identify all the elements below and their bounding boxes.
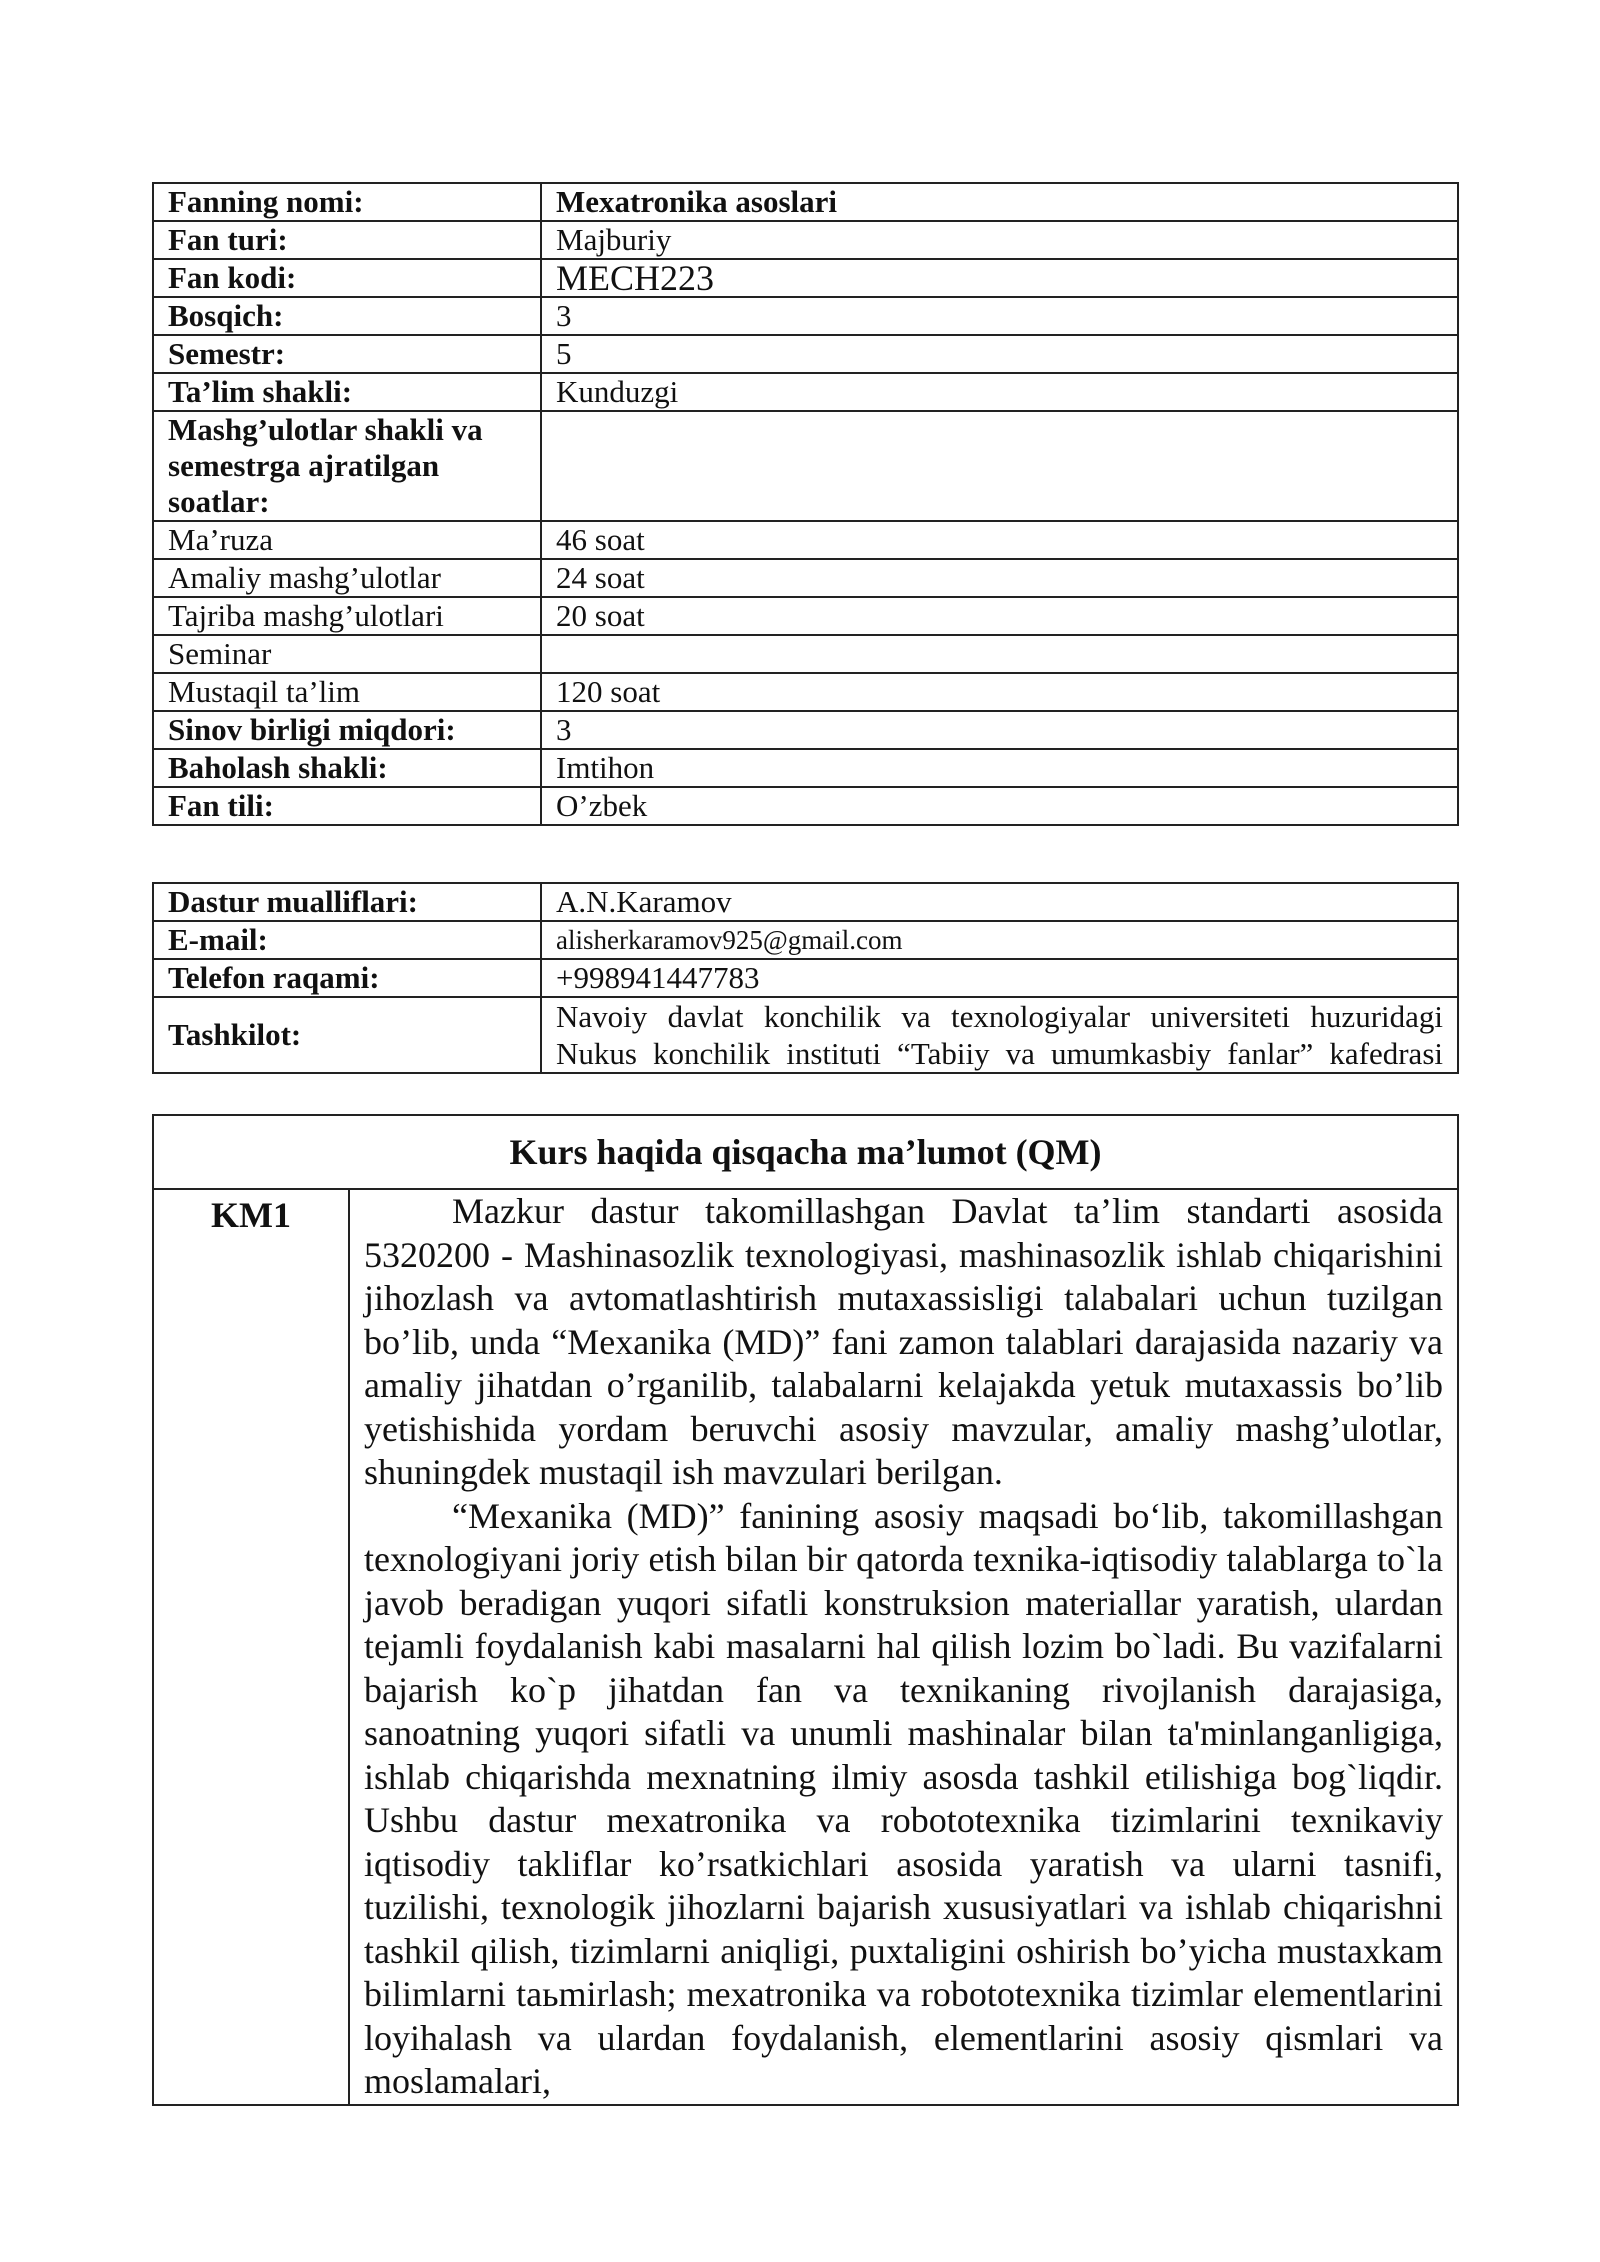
email-value: alisherkaramov925@gmail.com: [541, 921, 1458, 959]
info-row: [153, 297, 1458, 335]
authors-label: Dastur mualliflari:: [153, 883, 541, 921]
course-paragraph-2: “Mexanika (MD)” fanining asosiy maqsadi bo‘lib, takomillashgan texnologiyani joriy etish bilan bir qatorda texnika-iqtisodiy talablarga to`la javob beradigan yuqori sifatli konstruksion materiallar yaratish, ulardan tejamli foydalanish kabi masalarni hal qilish lozim bo`ladi. Bu vazifalarni bajarish ko`p jihatdan fan va texnikaning rivojlanish darajasiga, sanoatning yuqori sifatli va unumli mashinalar bilan ta'minlanganligiga, ishlab chiqarishda mexnatning ilmiy asosda tashkil etilishiga bog`liqdir. Ushbu dastur mexatronika va robototexnika tizimlarini texnikaviy iqtisodiy takliflar ko’rsatkichlari asosida yaratish va ularni tasnifi, tuzilishi, texnologik jihozlarni bajarish xususiyatlari va ishlab chiqarishni tashkil qilish, tizimlarni aniqligi, puxtaligini oshirish bo’yicha mustaxkam bilimlarni taьmirlash; mexatronika va robototexnika tizimlar elementlarini loyihalash va ulardan foydalanish, elementlarini asosiy qismlari va moslamalari,: [364, 1495, 1443, 2101]
info-label: Ta’lim shakli:: [153, 373, 541, 411]
info-value: Kunduzgi: [541, 373, 1458, 411]
course-description-cell: [349, 1189, 1458, 2105]
authors-value: A.N.Karamov: [541, 883, 1458, 921]
course-summary-title: Kurs haqida qisqacha ma’lumot (QM): [153, 1115, 1458, 1189]
info-row: [153, 259, 1458, 297]
info-label: Baholash shakli:: [153, 749, 541, 787]
info-row: [153, 373, 1458, 411]
course-title-row: [153, 1115, 1458, 1189]
organization-row: [153, 997, 1458, 1073]
info-label: Semestr:: [153, 335, 541, 373]
email-label: E-mail:: [153, 921, 541, 959]
info-label: Fanning nomi:: [153, 183, 541, 221]
info-row: [153, 673, 1458, 711]
info-label: Mustaqil ta’lim: [153, 673, 541, 711]
info-value: 20 soat: [541, 597, 1458, 635]
organization-label: Tashkilot:: [153, 997, 541, 1073]
phone-row: [153, 959, 1458, 997]
course-summary-table: [152, 1114, 1459, 2106]
course-info-table: [152, 182, 1459, 826]
course-description: [350, 1190, 1457, 2104]
info-value: Majburiy: [541, 221, 1458, 259]
info-row: [153, 711, 1458, 749]
info-row: [153, 411, 1458, 521]
info-label: Bosqich:: [153, 297, 541, 335]
organization-value: [541, 997, 1458, 1073]
organization-line-1: Navoiy davlat konchilik va texnologiyalar universiteti huzuridagi: [556, 999, 1443, 1034]
info-value: 46 soat: [541, 521, 1458, 559]
info-value: 120 soat: [541, 673, 1458, 711]
course-content-row: [153, 1189, 1458, 2105]
info-value: MECH223: [541, 259, 1458, 297]
info-label: Fan turi:: [153, 221, 541, 259]
course-paragraph-1: Mazkur dastur takomillashgan Davlat ta’lim standarti asosida 5320200 - Mashinasozlik texnologiyasi, mashinasozlik ishlab chiqarishini jihozlash va avtomatlashtirish mutaxassisligi talabalari uchun tuzilgan bo’lib, unda “Mexanika (MD)” fani zamon talablari darajasida nazariy va amaliy jihatdan o’rganilib, talabalarni kelajakda yetuk mutaxassis bo’lib yetishishida yordam beruvchi asosiy mavzular, amaliy mashg’ulotlar, shuningdek mustaqil ish mavzulari berilgan.: [364, 1191, 1443, 1492]
info-value: 24 soat: [541, 559, 1458, 597]
info-label: Sinov birligi miqdori:: [153, 711, 541, 749]
phone-value: +998941447783: [541, 959, 1458, 997]
phone-label: Telefon raqami:: [153, 959, 541, 997]
info-label: Seminar: [153, 635, 541, 673]
info-row: [153, 787, 1458, 825]
info-label: Mashg’ulotlar shakli va semestrga ajratilgan soatlar:: [153, 411, 541, 521]
info-label: Amaliy mashg’ulotlar: [153, 559, 541, 597]
info-row: [153, 521, 1458, 559]
course-code: KM1: [153, 1189, 349, 2105]
info-label: Fan kodi:: [153, 259, 541, 297]
info-value: Imtihon: [541, 749, 1458, 787]
info-value: [541, 635, 1458, 673]
info-value: O’zbek: [541, 787, 1458, 825]
author-table: [152, 882, 1459, 1074]
info-row: [153, 183, 1458, 221]
author-row: [153, 883, 1458, 921]
info-row: [153, 749, 1458, 787]
info-value: 3: [541, 297, 1458, 335]
info-label: Ma’ruza: [153, 521, 541, 559]
info-label: Tajriba mashg’ulotlari: [153, 597, 541, 635]
info-row: [153, 335, 1458, 373]
organization-line-2: Nukus konchilik instituti “Tabiiy va umumkasbiy fanlar” kafedrasi: [556, 1036, 1443, 1071]
info-value: 3: [541, 711, 1458, 749]
email-row: [153, 921, 1458, 959]
info-label: Fan tili:: [153, 787, 541, 825]
info-value: 5: [541, 335, 1458, 373]
info-value: Mexatronika asoslari: [541, 183, 1458, 221]
info-value: [541, 411, 1458, 521]
info-row: [153, 221, 1458, 259]
course-info-body: [153, 183, 1458, 825]
info-row: [153, 635, 1458, 673]
info-row: [153, 597, 1458, 635]
info-row: [153, 559, 1458, 597]
